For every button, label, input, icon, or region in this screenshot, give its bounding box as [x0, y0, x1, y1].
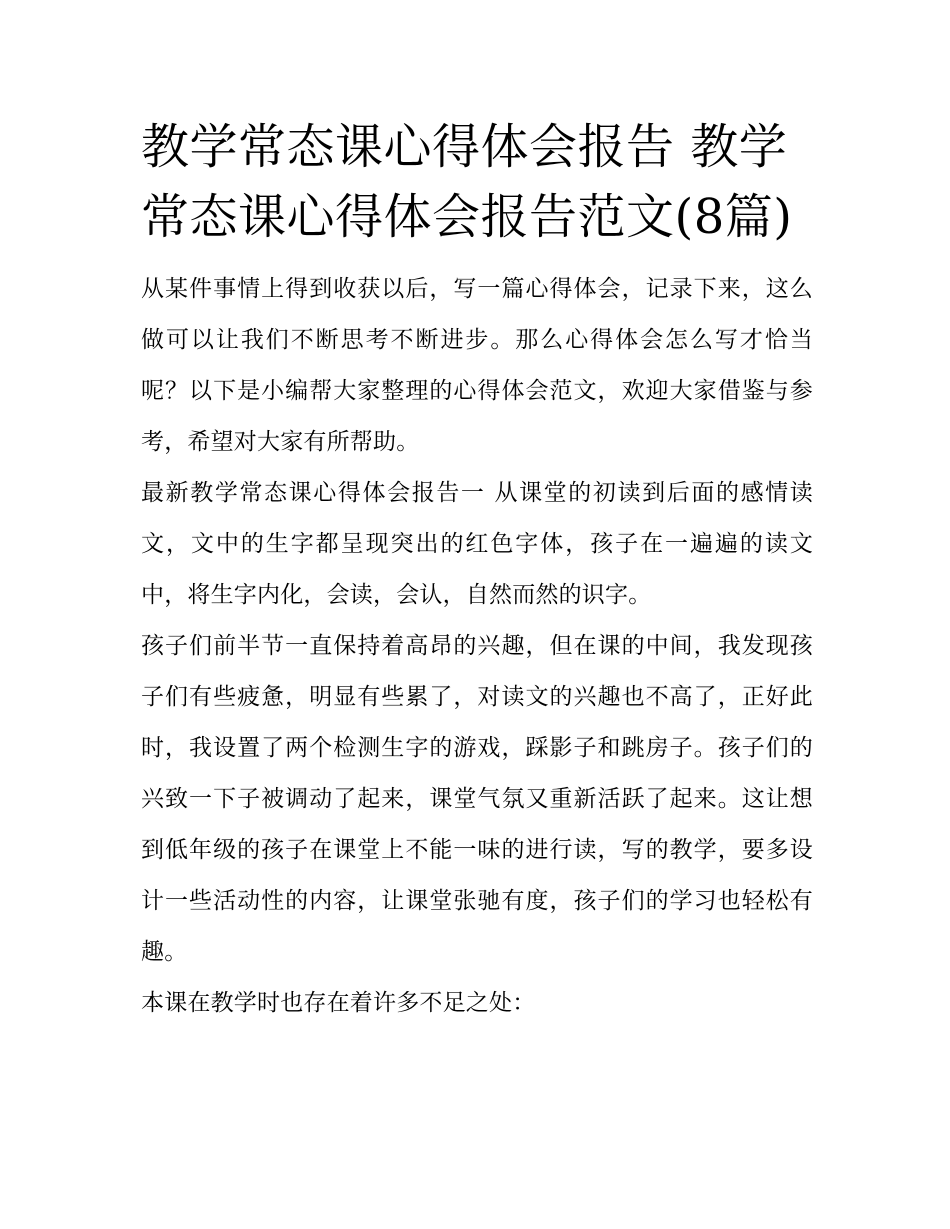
paragraph-intro: 从某件事情上得到收获以后，写一篇心得体会，记录下来，这么做可以让我们不断思考不断进步。那么心得体会怎么写才恰当呢？以下是小编帮大家整理的心得体会范文，欢迎大家借鉴与参考，希望对大家有所帮助。: [141, 276, 813, 455]
paragraph-report-one: 最新教学常态课心得体会报告一 从课堂的初读到后面的感情读文，文中的生字都呈现突出的红色字体，孩子在一遍遍的读文中，将生字内化，会读，会认，自然而然的识字。: [141, 480, 813, 608]
paragraph-shortcomings: 本课在教学时也存在着许多不足之处：: [141, 990, 536, 1016]
document-body: [141, 112, 813, 1029]
document-title: 教学常态课心得体会报告 教学常态课心得体会报告范文(8篇): [141, 119, 793, 245]
paragraph-class-activity: 孩子们前半节一直保持着高昂的兴趣，但在课的中间，我发现孩子们有些疲惫，明显有些累了，对读文的兴趣也不高了，正好此时，我设置了两个检测生字的游戏，踩影子和跳房子。孩子们的兴致一下子被调动了起来，课堂气氛又重新活跃了起来。这让想到低年级的孩子在课堂上不能一味的进行读，写的教学，要多设计一些活动性的内容，让课堂张驰有度，孩子们的学习也轻松有趣。: [141, 633, 813, 965]
